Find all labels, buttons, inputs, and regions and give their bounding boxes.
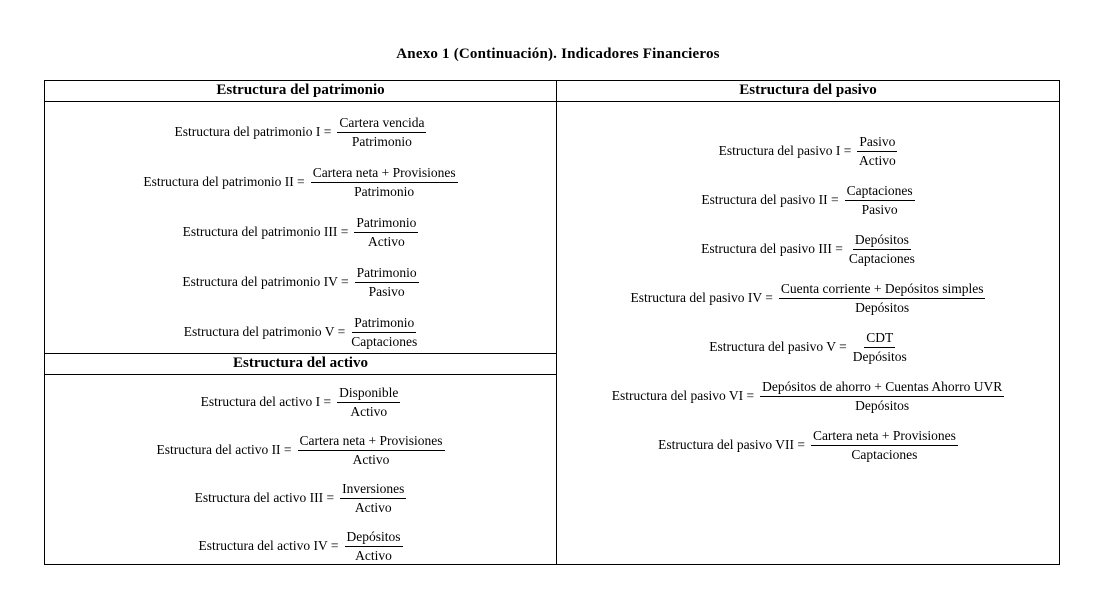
formula-pasivo-2 bbox=[701, 183, 914, 217]
fraction-denominator: Pasivo bbox=[861, 201, 898, 217]
fraction-denominator: Activo bbox=[859, 152, 896, 168]
fraction bbox=[355, 265, 419, 299]
fraction-numerator: Depósitos bbox=[853, 232, 911, 250]
page-title: Anexo 1 (Continuación). Indicadores Financieros bbox=[396, 46, 720, 62]
fraction bbox=[811, 428, 958, 462]
formula-label: Estructura del activo III = bbox=[194, 490, 335, 506]
fraction bbox=[345, 529, 403, 563]
formula-pasivo-6 bbox=[612, 379, 1004, 413]
fraction-denominator: Activo bbox=[368, 233, 405, 249]
fraction-denominator: Depósitos bbox=[855, 299, 910, 315]
formula-label: Estructura del patrimonio II = bbox=[143, 174, 305, 190]
fraction bbox=[760, 379, 1004, 413]
formula-activo-3 bbox=[195, 481, 407, 515]
fraction-denominator: Activo bbox=[354, 499, 392, 515]
section-header-patrimonio: Estructura del patrimonio bbox=[45, 81, 556, 102]
fraction-numerator: Disponible bbox=[337, 385, 400, 403]
fraction-denominator: Captaciones bbox=[851, 446, 918, 462]
fraction-numerator: Patrimonio bbox=[352, 315, 416, 333]
fraction-denominator: Activo bbox=[355, 547, 392, 563]
fraction-numerator: Patrimonio bbox=[355, 265, 419, 283]
fraction-denominator: Depósitos bbox=[852, 348, 907, 364]
formula-activo-4 bbox=[198, 529, 402, 563]
formula-label: Estructura del activo IV = bbox=[198, 538, 339, 554]
fraction-numerator: Cuenta corriente + Depósitos simples bbox=[779, 281, 986, 299]
fraction-numerator: Cartera vencida bbox=[337, 115, 426, 133]
formula-label: Estructura del pasivo VII = bbox=[658, 437, 805, 453]
fraction-numerator: Cartera neta + Provisiones bbox=[811, 428, 958, 446]
fraction-denominator: Activo bbox=[350, 403, 388, 419]
fraction-denominator: Depósitos bbox=[855, 397, 910, 413]
section-header-pasivo: Estructura del pasivo bbox=[557, 81, 1059, 102]
fraction-denominator: Pasivo bbox=[368, 283, 405, 299]
fraction bbox=[351, 315, 417, 349]
fraction bbox=[337, 115, 426, 149]
formula-patrimonio-3 bbox=[183, 215, 419, 249]
fraction bbox=[311, 165, 458, 199]
fraction-numerator: Depósitos bbox=[345, 529, 403, 547]
section-body-pasivo bbox=[557, 102, 1059, 564]
fraction-numerator: Depósitos de ahorro + Cuentas Ahorro UVR bbox=[760, 379, 1004, 397]
fraction-denominator: Patrimonio bbox=[351, 133, 412, 149]
fraction bbox=[298, 433, 445, 467]
fraction bbox=[853, 330, 907, 364]
column-right bbox=[557, 81, 1059, 564]
formula-pasivo-7 bbox=[658, 428, 958, 462]
fraction bbox=[354, 215, 418, 249]
formula-label: Estructura del patrimonio III = bbox=[182, 224, 349, 240]
section-body-patrimonio bbox=[45, 102, 556, 353]
fraction bbox=[337, 385, 400, 419]
formula-label: Estructura del pasivo IV = bbox=[630, 290, 773, 306]
fraction-denominator: Activo bbox=[352, 451, 390, 467]
formula-activo-2 bbox=[156, 433, 444, 467]
formula-label: Estructura del pasivo I = bbox=[718, 143, 852, 159]
fraction-numerator: Cartera neta + Provisiones bbox=[298, 433, 445, 451]
formula-pasivo-4 bbox=[631, 281, 986, 315]
section-header-activo: Estructura del activo bbox=[45, 353, 556, 375]
fraction bbox=[845, 183, 915, 217]
formula-label: Estructura del activo II = bbox=[156, 442, 292, 458]
fraction-numerator: CDT bbox=[864, 330, 895, 348]
fraction bbox=[340, 481, 406, 515]
fraction bbox=[849, 232, 915, 266]
fraction bbox=[779, 281, 986, 315]
fraction-denominator: Patrimonio bbox=[354, 183, 415, 199]
formula-pasivo-5 bbox=[709, 330, 907, 364]
fraction bbox=[857, 134, 897, 168]
formula-activo-1 bbox=[201, 385, 401, 419]
fraction-denominator: Captaciones bbox=[351, 333, 418, 349]
formula-label: Estructura del patrimonio I = bbox=[174, 124, 332, 140]
section-body-activo bbox=[45, 375, 556, 564]
formula-pasivo-3 bbox=[701, 232, 915, 266]
formula-label: Estructura del pasivo II = bbox=[701, 192, 839, 208]
fraction-numerator: Captaciones bbox=[845, 183, 915, 201]
formula-label: Estructura del patrimonio IV = bbox=[182, 274, 349, 290]
formula-label: Estructura del patrimonio V = bbox=[183, 324, 346, 340]
financial-indicators-table bbox=[44, 80, 1060, 565]
formula-label: Estructura del pasivo V = bbox=[709, 339, 847, 355]
formula-patrimonio-4 bbox=[182, 265, 418, 299]
formula-label: Estructura del pasivo VI = bbox=[611, 388, 755, 404]
fraction-numerator: Pasivo bbox=[857, 134, 897, 152]
fraction-numerator: Inversiones bbox=[340, 481, 406, 499]
formula-pasivo-1 bbox=[719, 134, 898, 168]
formula-label: Estructura del pasivo III = bbox=[701, 241, 843, 257]
formula-label: Estructura del activo I = bbox=[200, 394, 332, 410]
column-left bbox=[45, 81, 557, 564]
formula-patrimonio-2 bbox=[143, 165, 457, 199]
fraction-denominator: Captaciones bbox=[848, 250, 915, 266]
formula-patrimonio-5 bbox=[184, 315, 418, 349]
formula-patrimonio-1 bbox=[175, 115, 427, 149]
fraction-numerator: Cartera neta + Provisiones bbox=[311, 165, 458, 183]
fraction-numerator: Patrimonio bbox=[354, 215, 418, 233]
